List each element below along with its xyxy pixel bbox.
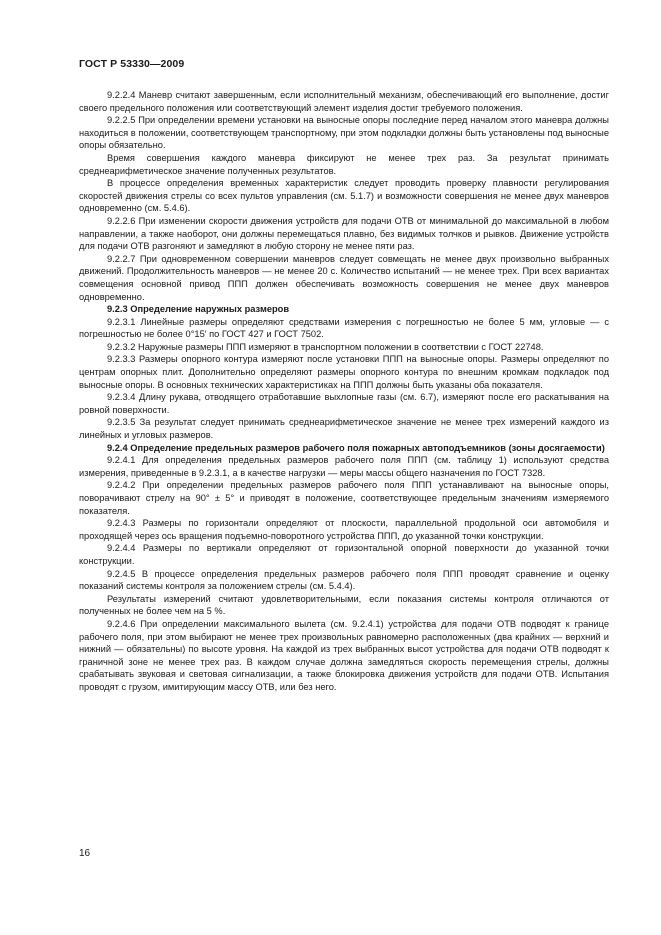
paragraph: 9.2.4.5 В процессе определения предельных размеров рабочего поля ППП проводят сравнение и оценку показаний системы контроля за положением стрелы (см. 5.4.4). (79, 568, 609, 592)
section-heading: 9.2.4 Определение предельных размеров рабочего поля пожарных автоподъемников (зоны досягаемости) (107, 442, 605, 453)
paragraph: 9.2.4.3 Размеры по горизонтали определяют от плоскости, параллельной продольной оси автомобиля и проходящей через ось вращения подъемно-поворотного устройства ППП, до указанной точки конструкции. (79, 518, 609, 541)
paragraph: 9.2.2.5 При определении времени установки на выносные опоры последние перед началом этого маневра должны находиться в положении, соответствующем транспортному, при этом подкладки должны быть установлены под выносные опоры обязательно. (79, 115, 609, 151)
paragraph: 9.2.3.4 Длину рукава, отводящего отработавшие выхлопные газы (см. 6.7), измеряют после его раскатывания на ровной поверхности. (79, 392, 609, 415)
standard-header: ГОСТ Р 53330—2009 (79, 58, 185, 70)
body-text (79, 89, 609, 694)
section-heading: 9.2.3 Определение наружных размеров (107, 304, 290, 315)
paragraph: 9.2.3.1 Линейные размеры определяют средствами измерения с погрешностью не более 5 мм, угловые — с погрешностью не более 0°15′ по ГОСТ 427 и ГОСТ 7502. (79, 316, 609, 340)
paragraph: В процессе определения временных характеристик следует проводить проверку плавности регулирования скоростей движения стрелы со всех пультов управления (см. 5.1.7) и возможности совершения не менее двух маневров одновременно (см. 5.4.6). (79, 178, 609, 214)
paragraph: 9.2.2.7 При одновременном совершении маневров следует совмещать не менее двух произвольно выбранных движений. Продолжительность маневров — не менее 20 с. Количество испытаний — не менее трех. При всех вариантах совмещения основной привод ППП должен обеспечивать возможность совершения не менее двух маневров одновременно. (79, 253, 609, 302)
paragraph: Результаты измерений считают удовлетворительными, если показания системы контроля отличаются от полученных не более чем на 5 %. (79, 593, 609, 617)
paragraph: 9.2.3.2 Наружные размеры ППП измеряют в транспортном положении в соответствии с ГОСТ 22748. (107, 341, 544, 352)
paragraph: 9.2.2.4 Маневр считают завершенным, если исполнительный механизм, обеспечивающий его выполнение, достиг своего предельного положения или соответствующий элемент изделия достиг требуемого положения. (79, 90, 609, 113)
paragraph: 9.2.3.5 За результат следует принимать среднеарифметическое значение не менее трех измерений каждого из линейных и угловых размеров. (79, 417, 609, 441)
paragraph: 9.2.4.4 Размеры по вертикали определяют от горизонтальной опорной поверхности до указанной точки конструкции. (79, 543, 609, 566)
paragraph: 9.2.2.6 При изменении скорости движения устройств для подачи ОТВ от минимальной до максимальной в любом направлении, а также наоборот, они должны перемещаться плавно, без видимых толчков и рывков. Движение устройств для подачи ОТВ разгоняют и замедляют в любую сторону не менее пяти раз. (79, 215, 609, 252)
page-number: 16 (79, 848, 91, 859)
paragraph: 9.2.4.6 При определении максимального вылета (см. 9.2.4.1) устройства для подачи ОТВ подводят к границе рабочего поля, при этом выбирают не менее трех произвольных равномерно расположенных (два крайних — верхний и нижний — обязательны) по высоте уровня. На каждой из трех выбранных высот устройства для подачи ОТВ подводят к граничной зоне не менее трех раз. В каждом случае должна замедляться скорость перемещения стрелы, должны срабатывать звуковая и световая сигнализации, а также блокировка движения устройств для подачи ОТВ. Испытания проводят с грузом, имитирующим массу ОТВ, или без него. (79, 618, 609, 692)
paragraph: 9.2.3.3 Размеры опорного контура измеряют после установки ППП на выносные опоры. Размеры определяют по центрам опорных плит. Дополнительно определяют размеры опорного контура по внешним кромкам подкладок под выносные опоры. В основных технических характеристиках на ППП должны быть указаны оба показателя. (79, 354, 609, 390)
paragraph: Время совершения каждого маневра фиксируют не менее трех раз. За результат принимать среднеарифметическое значение полученных результатов. (79, 152, 609, 176)
paragraph: 9.2.4.2 При определении предельных размеров рабочего поля ППП устанавливают на выносные опоры, поворачивают стрелу на 90° ± 5° и приводят в положение, соответствующее предельным значениям измеряемого показателя. (79, 480, 609, 516)
paragraph: 9.2.4.1 Для определения предельных размеров рабочего поля ППП (см. таблицу 1) используют средства измерения, приведенные в 9.2.3.1, а в качестве нагрузки — меры массы общего назначения по ГОСТ 7328. (79, 455, 609, 478)
